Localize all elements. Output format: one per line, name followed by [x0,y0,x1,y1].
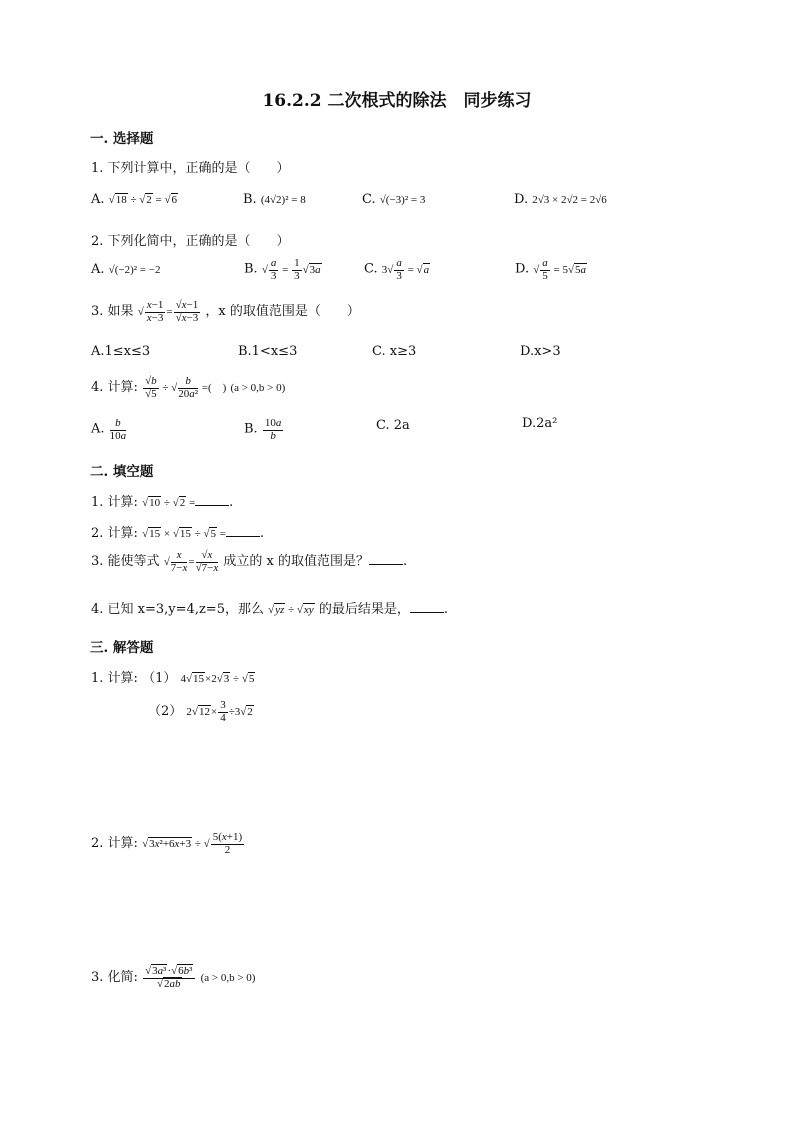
page-title: 16.2.2 二次根式的除法 同步练习 [262,91,532,111]
question-number: 4. [91,602,104,617]
q3-option-b: B.1<x≤3 [238,344,298,359]
q4-math: $\frac{√b}{√5}$ ÷ √ $\frac{b}{\text{20a²}}$ =( ) [145,375,227,400]
option-math: √ $\frac{a}{3}$ = $\frac{1}{3}$ √3a [261,257,321,282]
question-stem: 计算: [107,380,138,395]
question-pre: 已知 x=3,y=4,z=5，那么 [107,602,264,617]
section-fill-title: 二. 填空题 [90,464,154,480]
s2-math: √3x²+6x+3 ÷ √ $\frac{5(x+1)}{2}$ [142,831,243,856]
question-4 [91,376,285,401]
q1-option-c [362,192,425,207]
question-post: 的最后结果是， [318,602,410,617]
option-label: B. [244,261,258,277]
option-math: (4√2)² = 8 [260,194,306,206]
question-number: 2. [91,234,104,249]
question-stem: 计算: [107,836,138,851]
option-math: √(−2)² = −2 [108,264,161,276]
f1-math: √10 ÷ √2 = [142,497,196,509]
question-number: 1. [91,671,104,686]
question-2 [91,230,290,249]
f3-math: √ $\frac{x}{7-x}$ = $\frac{√x}{√7-x}$ [163,549,219,574]
q4-option-d: D.2a² [522,416,558,431]
option-label: A. [91,421,105,437]
answer-blank[interactable] [226,526,260,537]
question-1 [91,157,290,176]
fill-question-1: 1. 计算: √10 ÷ √2 = . [91,495,234,510]
option-label: C. [362,192,376,207]
option-math: $\frac{b}{10a}$ [109,417,127,442]
q2-option-a [91,262,160,277]
answer-blank[interactable] [195,495,229,506]
solve-question-2 [91,832,245,857]
question-number: 3. [91,554,104,569]
option-math: √18 ÷ √2 = √6 [108,194,178,206]
section-solve-title: 三. 解答题 [90,640,154,656]
question-number: 4. [91,380,104,395]
s1-part2-math: 2√12× $\frac{3}{4}$ ÷3√2 [186,699,253,724]
option-label: D. [515,261,530,277]
option-math: 3√ $\frac{a}{3}$ = √a [381,257,430,282]
q3-option-a: A.1≤x≤3 [91,344,151,359]
fill-question-3: 3. 能使等式 √ $\frac{x}{7-x}$ = $\frac{√x}{√7-x}$ 成立的 x 的取值范围是？ . [91,549,408,574]
question-post: 成立的 x 的取值范围是？ [223,554,369,569]
question-number: 2. [91,836,104,851]
section-choice-title: 一. 选择题 [90,131,154,147]
option-label: C. [364,261,378,277]
question-stem: 下列计算中，正确的是（ ） [107,161,290,176]
q1-option-a [91,192,178,207]
q2-option-d [515,258,587,282]
fill-question-4: 4. 已知 x=3,y=4,z=5，那么 √yz ÷ √xy 的最后结果是， . [91,602,448,617]
solve-question-1-part2 [148,700,254,725]
option-label: D. [514,192,529,207]
solve-question-3 [91,966,255,991]
question-number: 2. [91,526,104,541]
option-math: √(−3)² = 3 [379,194,426,206]
q3-option-c: C. x≥3 [372,344,417,359]
q4-condition: (a > 0,b > 0) [230,382,286,394]
question-stem: 计算: [107,495,138,510]
question-post: ，x 的取值范围是（ ） [205,304,360,319]
f4-math: √yz ÷ √xy [268,604,314,616]
s3-condition: (a > 0,b > 0) [200,972,256,984]
question-3 [91,300,360,325]
q4-option-a [91,418,127,442]
q3-option-d: D.x>3 [520,344,561,359]
question-stem: 计算: [107,671,138,686]
q1-option-b [243,192,306,207]
q2-option-c [364,258,430,282]
question-stem: 化简: [107,970,138,985]
question-stem: 计算: [107,526,138,541]
solve-question-1 [91,667,255,686]
question-pre: 如果 [107,304,134,319]
option-math: 2√3 × 2√2 = 2√6 [532,194,607,206]
q3-math: √ $\frac{x-1}{x-3}$ = $\frac{√x-1}{√x-3}$ [137,299,199,324]
question-number: 1. [91,495,104,510]
q4-option-c: C. 2a [376,418,410,433]
option-math: √ $\frac{a}{5}$ = 5√5a [533,257,587,282]
question-number: 3. [91,970,104,985]
fill-question-2: 2. 计算: √15 × √15 ÷ √5 = . [91,526,265,541]
s1-part1-math: 4√15×2√3 ÷ √5 [180,673,255,685]
q4-option-b [244,418,284,442]
q1-option-d [514,192,607,207]
question-stem: 下列化简中，正确的是（ ） [107,234,290,249]
question-pre: 能使等式 [107,554,160,569]
option-label: A. [91,192,105,207]
q2-option-b [244,258,322,282]
answer-blank[interactable] [410,602,444,613]
option-math: $\frac{10a}{b}$ [264,417,282,442]
part-label: （2） [148,704,183,719]
s3-math: $\frac{\text{√3a³·√6b³}}{√2ab}$ [142,972,196,984]
f2-math: √15 × √15 ÷ √5 = [142,528,226,540]
option-label: A. [91,262,105,277]
option-label: B. [244,421,258,437]
part-label: （1） [142,671,177,686]
question-number: 3. [91,304,104,319]
answer-blank[interactable] [369,554,403,565]
question-number: 1. [91,161,104,176]
option-label: B. [243,192,257,207]
